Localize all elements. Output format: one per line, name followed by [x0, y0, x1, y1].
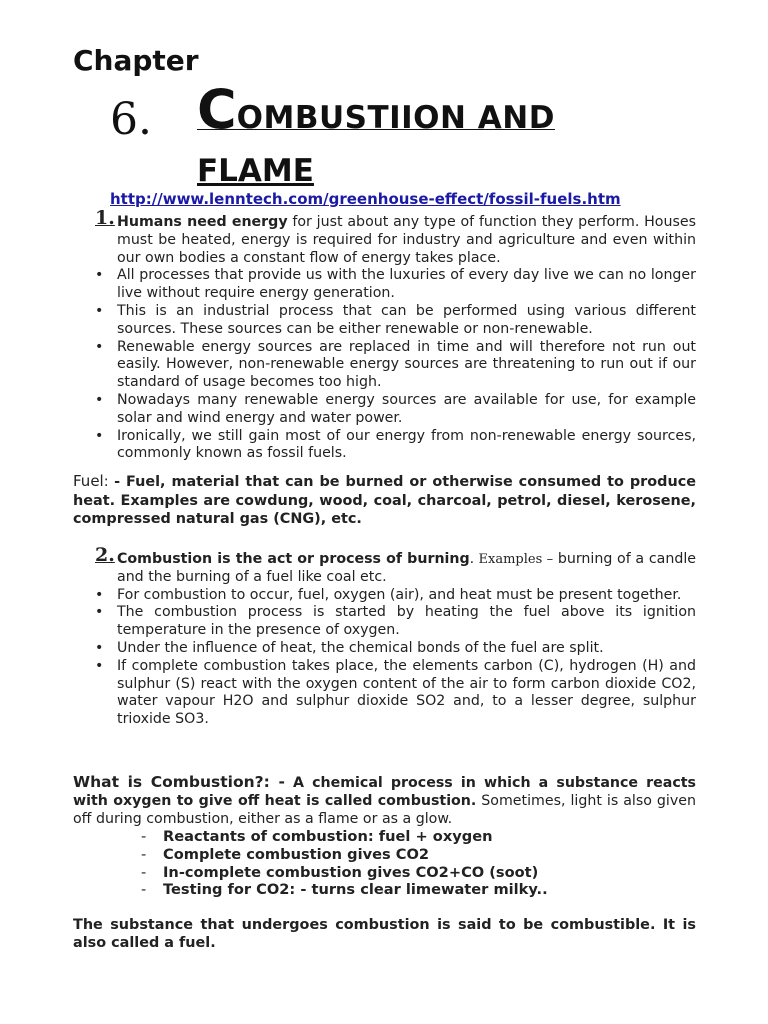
list-item: • For combustion to occur, fuel, oxygen (air), and heat must be present together. — [73, 587, 696, 605]
combustion-points — [73, 828, 696, 899]
chapter-title-line2: FLAME — [197, 153, 314, 189]
list-item: • Under the influence of heat, the chemical bonds of the fuel are split. — [73, 640, 696, 658]
combustion-definition-lead: A chemical process in which a substance reacts with oxygen to give off heat is called combustion. — [73, 775, 696, 809]
combustion-heading: What is Combustion?: - — [73, 773, 285, 791]
examples-label: Examples – — [474, 552, 554, 567]
fuel-colon: : — [103, 474, 115, 490]
list-item: • This is an industrial process that can be performed using various different sources. These sources can be either renewable or non-renewable. — [73, 303, 696, 339]
section-1 — [73, 207, 696, 463]
chapter-title-line1 — [197, 78, 555, 141]
list-item: - Testing for CO2: - turns clear limewater milky.. — [73, 881, 696, 899]
title-line1-rest: OMBUSTIION AND — [236, 100, 555, 136]
section-1-bullets — [73, 267, 696, 463]
chapter-number: 6. — [110, 94, 152, 145]
fuel-label: Fuel — [73, 472, 104, 490]
section-text: burning of a candle and the burning of a fuel like coal etc. — [117, 551, 696, 585]
section-number: 2. — [95, 544, 115, 566]
chapter-title — [197, 78, 617, 200]
section-1-intro — [73, 207, 696, 267]
fuel-definition — [73, 472, 696, 529]
section-lead: Humans need energy — [117, 214, 288, 230]
list-item: • Nowadays many renewable energy sources are available for use, for example solar and wind energy and water power. — [73, 392, 696, 428]
closing-paragraph: The substance that undergoes combustion is said to be combustible. It is also called a fuel. — [73, 917, 696, 951]
list-item: • Ironically, we still gain most of our energy from non-renewable energy sources, commonly known as fossil fuels. — [73, 428, 696, 464]
list-item: - In-complete combustion gives CO2+CO (soot) — [73, 864, 696, 882]
section-2-intro — [73, 544, 696, 587]
fuel-text: - Fuel, material that can be burned or otherwise consumed to produce heat. Examples are cowdung, wood, coal, charcoal, petrol, diesel, kerosene, compressed natural gas (CNG), etc. — [73, 474, 696, 527]
combustion-definition — [73, 774, 696, 828]
list-item: • The combustion process is started by heating the fuel above its ignition temperature in the presence of oxygen. — [73, 604, 696, 640]
section-text: for just about any type of function they perform. Houses must be heated, energy is required for industry and agriculture and even within our own bodies a constant flow of energy takes place. — [117, 214, 696, 266]
section-number: 1. — [95, 207, 115, 229]
chapter-label: Chapter — [73, 44, 199, 77]
title-drop-cap: C — [197, 78, 237, 141]
list-item: • If complete combustion takes place, the elements carbon (C), hydrogen (H) and sulphur (S) react with the oxygen content of the air to form carbon dioxide CO2, water vapour H2O and sulphur dioxide SO2 and, to a lesser degree, sulphur trioxide SO3. — [73, 658, 696, 729]
list-item: • All processes that provide us with the luxuries of every day live we can no longer live without require energy generation. — [73, 267, 696, 303]
section-2-bullets — [73, 587, 696, 729]
list-item: - Complete combustion gives CO2 — [73, 846, 696, 864]
list-item: • Renewable energy sources are replaced in time and will therefore not run out easily. However, non-renewable energy sources are threatening to run out if our standard of usage becomes too high. — [73, 339, 696, 392]
source-link[interactable]: http://www.lenntech.com/greenhouse-effect/fossil-fuels.htm — [110, 190, 621, 208]
list-item: - Reactants of combustion: fuel + oxygen — [73, 828, 696, 846]
section-dot: . — [469, 551, 475, 567]
combustion-extra: Sometimes, light is also given off during combustion, either as a flame or as a glow. — [73, 792, 696, 827]
combustion-list — [73, 828, 696, 899]
section-lead: Combustion is the act or process of burning — [117, 551, 470, 567]
section-2 — [73, 544, 696, 729]
